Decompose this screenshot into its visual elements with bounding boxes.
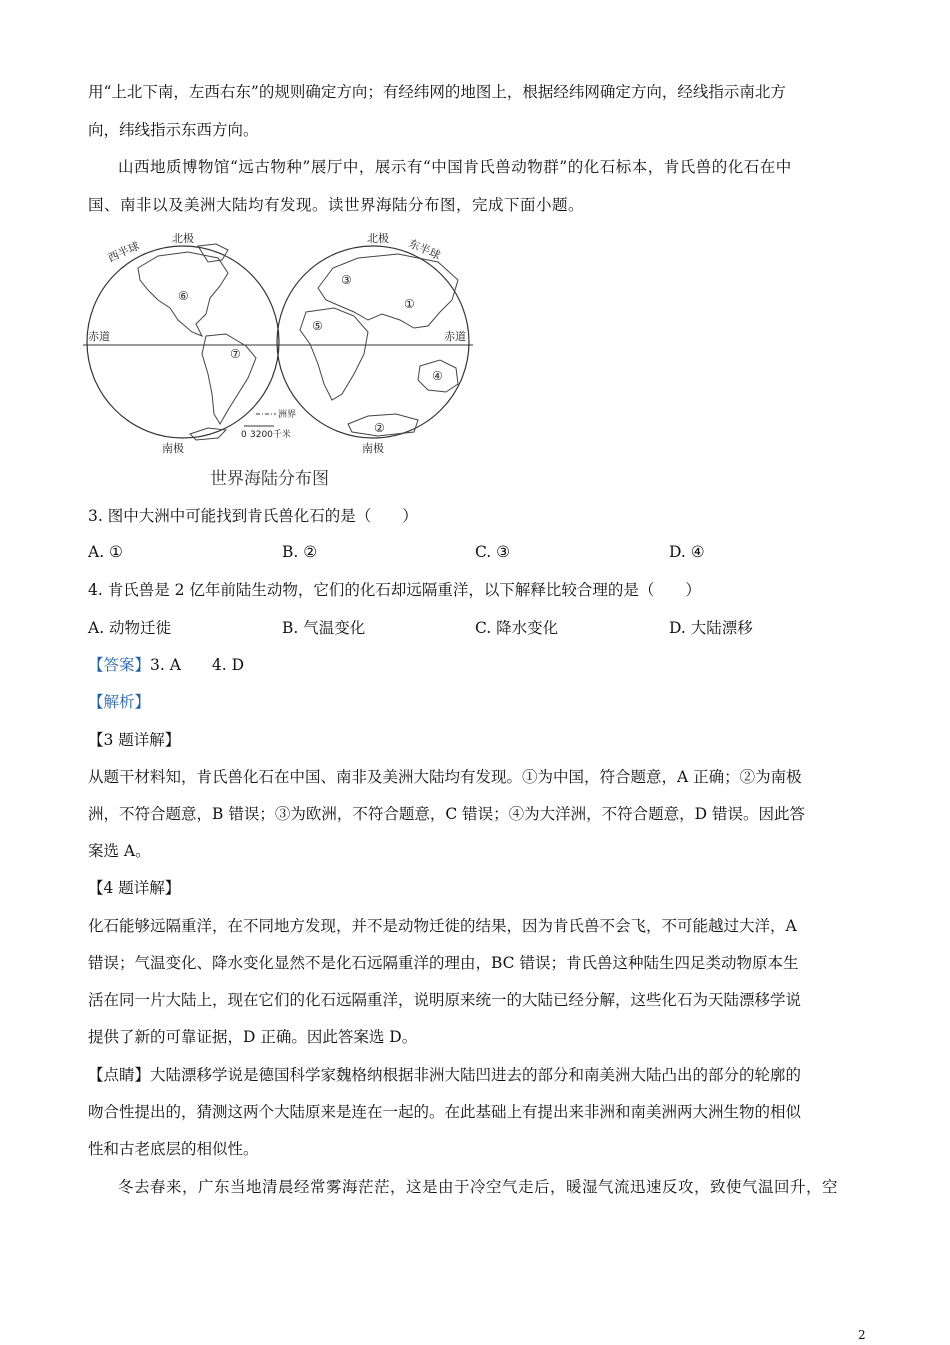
q3-detail-line-2: 洲，不符合题意，B 错误；③为欧洲，不符合题意，C 错误；④为大洋洲，不符合题意，D 错误。因此答 [88, 805, 805, 823]
tip-line-2: 吻合性提出的，猜测这两个大陆原来是连在一起的。在此基础上有提出来非洲和南美洲两大洲生物的相似 [88, 1103, 802, 1121]
q3-option-a: A. ① [88, 543, 123, 561]
south-pole-right-label: 南极 [362, 442, 384, 455]
intro-line-2: 向，纬线指示东西方向。 [88, 121, 259, 139]
q4-option-d: D. 大陆漂移 [669, 619, 753, 637]
q3-detail-line-1: 从题干材料知，肯氏兽化石在中国、南非及美洲大陆均有发现。①为中国，符合题意，A 正确；②为南极 [88, 768, 802, 786]
marker-5: ⑤ [312, 319, 323, 333]
answer-tag: 【答案】 [88, 656, 151, 674]
q4-stem: 4. 肯氏兽是 2 亿年前陆生动物，它们的化石却远隔重洋，以下解释比较合理的是（ ） [88, 581, 701, 599]
q4-option-b: B. 气温变化 [282, 619, 366, 637]
equator-left-label: 赤道 [88, 330, 110, 343]
map-caption: 世界海陆分布图 [210, 469, 329, 489]
tip-line-1 [88, 1065, 801, 1085]
answer-line [88, 655, 244, 675]
q4-detail-line-4: 提供了新的可靠证据，D 正确。因此答案选 D。 [88, 1028, 418, 1046]
q4-option-a: A. 动物迁徙 [88, 619, 172, 637]
marker-1: ① [404, 297, 415, 311]
tip-text-1: 大陆漂移学说是德国科学家魏格纳根据非洲大陆凹进去的部分和南美洲大陆凸出的部分的轮廓的 [150, 1066, 802, 1084]
q3-option-c: C. ③ [475, 543, 511, 561]
south-pole-left-label: 南极 [162, 442, 184, 455]
eurasia-shape [318, 254, 458, 328]
q3-option-d: D. ④ [669, 543, 705, 561]
intro-line-1: 用“上北下南，左西右东”的规则确定方向；有经纬网的地图上，根据经纬网确定方向，经线指示南北方 [88, 83, 786, 101]
africa-shape [300, 308, 368, 400]
north-pole-right-label: 北极 [367, 232, 389, 245]
answer-text: 3. A 4. D [150, 656, 245, 674]
next-material-line-1: 冬去春来，广东当地清晨经常雾海茫茫，这是由于冷空气走后，暖湿气流迅速反攻，致使气温回升，空 [118, 1178, 839, 1196]
q4-detail-line-1: 化石能够远隔重洋，在不同地方发现，并不是动物迁徙的结果，因为肯氏兽不会飞，不可能越过大洋，A [88, 917, 797, 935]
west-hemisphere-label: 西半球 [105, 239, 142, 265]
q3-stem: 3. 图中大洲中可能找到肯氏兽化石的是（ ） [88, 507, 418, 525]
q3-option-b: B. ② [282, 543, 318, 561]
material-line-2: 国、南非以及美洲大陆均有发现。读世界海陆分布图，完成下面小题。 [88, 196, 585, 214]
south-america-shape [202, 334, 256, 424]
q3-detail-line-3: 案选 A。 [88, 842, 151, 860]
analysis-tag: 【解析】 [88, 693, 151, 711]
marker-3: ③ [341, 273, 352, 287]
equator-right-label: 赤道 [444, 330, 466, 343]
marker-4: ④ [432, 369, 443, 383]
antarctica-west-shape [190, 428, 226, 440]
q3-detail-heading: 【3 题详解】 [88, 731, 181, 749]
q4-detail-heading: 【4 题详解】 [88, 879, 181, 897]
scale-zero: 0 [241, 430, 247, 440]
world-map-figure [78, 228, 478, 490]
eastern-hemisphere-circle [277, 246, 469, 438]
marker-6: ⑥ [178, 289, 189, 303]
tip-tag: 【点睛】 [88, 1066, 151, 1084]
q4-detail-line-3: 活在同一片大陆上，现在它们的化石远隔重洋，说明原来统一的大陆已经分解，这些化石为天陆漂移学说 [88, 991, 802, 1009]
tip-line-3: 性和古老底层的相似性。 [88, 1140, 259, 1158]
legend-boundary-label: 洲界 [278, 410, 297, 420]
marker-2: ② [374, 421, 385, 435]
greenland-shape [198, 244, 228, 262]
page-number: 2 [858, 1328, 866, 1342]
western-hemisphere-circle [87, 246, 279, 438]
q4-detail-line-2: 错误；气温变化、降水变化显然不是化石远隔重洋的理由，BC 错误；肯氏兽这种陆生四足类动物原本生 [88, 954, 799, 972]
north-pole-left-label: 北极 [172, 232, 194, 245]
scale-value: 3200千米 [250, 430, 291, 440]
east-hemisphere-label: 东半球 [406, 236, 443, 263]
material-line-1: 山西地质博物馆“远古物种”展厅中，展示有“中国肯氏兽动物群”的化石标本，肯氏兽的化石在中 [118, 158, 792, 176]
q4-option-c: C. 降水变化 [475, 619, 559, 637]
marker-7: ⑦ [230, 347, 241, 361]
